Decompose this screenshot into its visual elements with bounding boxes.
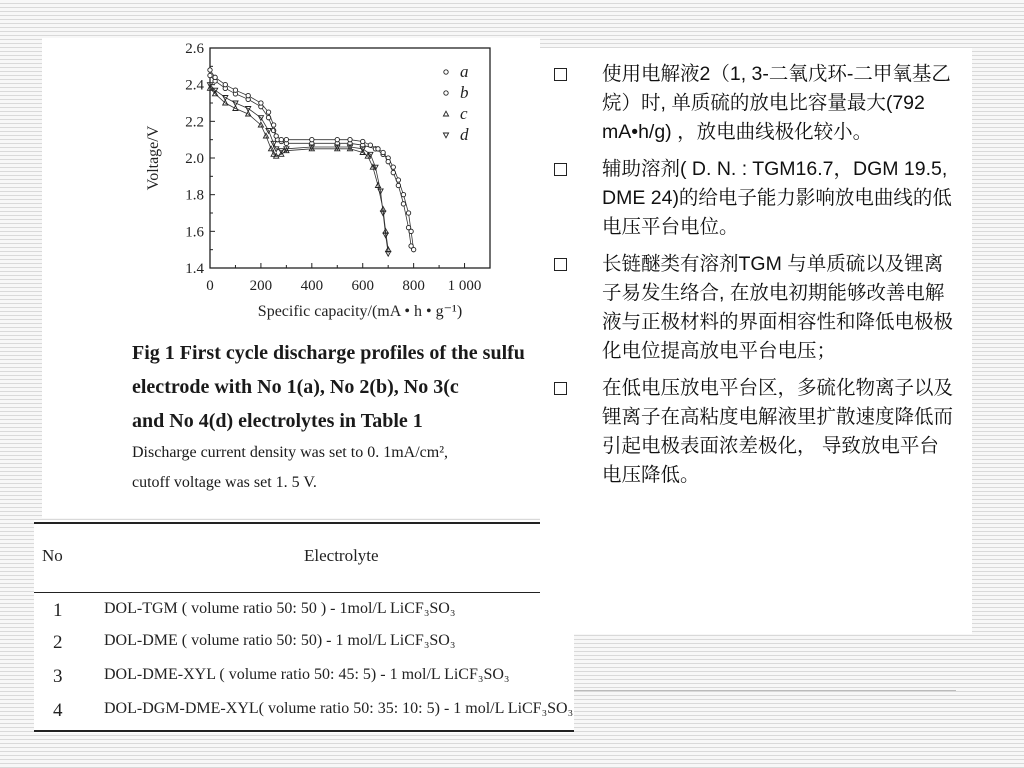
x-tick-label: 800	[402, 278, 425, 294]
data-point	[213, 75, 217, 79]
y-tick-label: 1.4	[185, 261, 204, 277]
table-header-electrolyte: Electrolyte	[304, 546, 379, 565]
legend-entry	[443, 104, 468, 123]
x-tick-label: 200	[249, 278, 273, 294]
legend-entry	[444, 62, 469, 81]
caption-line: electrode with No 1(a), No 2(b), No 3(c	[132, 376, 459, 398]
data-point	[335, 137, 339, 141]
row-number: 2	[53, 632, 63, 653]
series-line	[210, 88, 388, 249]
plot-frame	[210, 48, 490, 268]
data-point	[444, 91, 448, 95]
data-point	[381, 150, 385, 154]
table-top-rule	[34, 522, 574, 524]
data-point	[274, 134, 278, 138]
table-row	[34, 696, 574, 726]
series-d	[207, 83, 390, 256]
y-tick-label: 1.6	[185, 224, 204, 241]
y-axis-label: Voltage/V	[145, 125, 162, 191]
data-point	[223, 82, 227, 86]
bullet-text: 使用电解液2（1, 3-二氧戊环-二甲氧基乙烷）时, 单质硫的放电比容量最大(792 mA•h/g) ，放电曲线极化较小。	[602, 63, 951, 143]
caption-line: cutoff voltage was set 1. 5 V.	[132, 474, 317, 491]
data-point	[208, 73, 212, 77]
row-electrolyte: DOL-DME ( volume ratio 50: 50) - 1 mol/L LiCF₃SO₃	[104, 632, 456, 649]
x-tick-label: 0	[206, 278, 214, 294]
table-row	[34, 662, 574, 692]
series-line	[210, 76, 414, 250]
legend-label: a	[460, 62, 469, 81]
data-point	[391, 170, 395, 174]
table-header-rule	[34, 592, 574, 593]
bullet-box-icon	[554, 68, 567, 81]
legend-entry	[444, 83, 469, 102]
data-point	[376, 147, 380, 151]
discharge-chart	[42, 38, 540, 338]
bullet-text: 辅助溶剂( D. N. : TGM16.7，DGM 19.5, DME 24)的给电子能力影响放电曲线的低电压平台电位。	[602, 158, 952, 238]
bullet-box-icon	[554, 163, 567, 176]
data-point	[233, 88, 237, 92]
data-point	[443, 111, 448, 116]
data-point	[271, 123, 275, 127]
data-point	[396, 183, 400, 187]
data-point	[259, 101, 263, 105]
data-point	[208, 68, 212, 72]
data-point	[444, 70, 448, 74]
data-point	[409, 244, 413, 248]
x-tick-label: 1 000	[447, 278, 482, 294]
table-row	[34, 628, 574, 658]
data-point	[348, 137, 352, 141]
data-point	[368, 143, 372, 147]
y-tick-label: 2.4	[185, 77, 204, 94]
y-tick-label: 2.0	[185, 151, 204, 167]
bullet-box-icon	[554, 258, 567, 271]
bullet-list	[554, 60, 958, 498]
bullet-item	[554, 250, 958, 366]
legend-label: b	[460, 83, 469, 102]
data-point	[361, 139, 365, 143]
y-tick-label: 1.8	[185, 187, 204, 204]
caption-line: Fig 1 First cycle discharge profiles of the sulfu	[132, 342, 525, 364]
table-header-no: No	[42, 546, 63, 565]
data-point	[266, 110, 270, 114]
data-point	[401, 192, 405, 196]
data-point	[401, 202, 405, 206]
row-electrolyte: DOL-DME-XYL ( volume ratio 50: 45: 5) - 1 mol/L LiCF₃SO₃	[104, 666, 510, 683]
data-point	[406, 225, 410, 229]
caption-line: Discharge current density was set to 0. 1mA/cm²,	[132, 444, 448, 461]
data-point	[386, 159, 390, 163]
bullet-text: 长链醚类有溶剂TGM 与单质硫以及锂离子易发生络合, 在放电初期能够改善电解液与正极材料的界面相容性和降低电极极化电位提高放电平台电压；	[602, 253, 954, 362]
electrolyte-table	[34, 520, 574, 733]
legend-entry	[443, 125, 469, 144]
bullet-text: 在低电压放电平台区，多硫化物离子以及锂离子在高粘度电解液里扩散速度降低而引起电极表面浓差极化， 导致放电平台电压降低。	[602, 377, 954, 486]
bullet-item	[554, 155, 958, 242]
data-point	[284, 137, 288, 141]
divider-line	[574, 690, 956, 691]
series-c	[207, 86, 390, 252]
y-tick-label: 2.6	[185, 41, 204, 57]
data-point	[443, 133, 448, 138]
x-tick-label: 400	[300, 278, 324, 294]
legend-label: c	[460, 104, 468, 123]
bullet-box-icon	[554, 382, 567, 395]
row-number: 4	[53, 700, 63, 721]
caption-line: and No 4(d) electrolytes in Table 1	[132, 410, 423, 432]
x-tick-label: 600	[351, 278, 374, 294]
legend-label: d	[460, 125, 469, 144]
data-point	[246, 93, 250, 97]
data-point	[279, 137, 283, 141]
series-line	[210, 70, 411, 246]
figure-caption	[132, 336, 540, 498]
row-number: 1	[53, 600, 63, 621]
bullet-item	[554, 60, 958, 147]
row-number: 3	[53, 666, 63, 687]
figure-panel	[42, 38, 540, 518]
row-electrolyte: DOL-TGM ( volume ratio 50: 50 ) - 1mol/L LiCF₃SO₃	[104, 600, 456, 617]
row-electrolyte: DOL-DGM-DME-XYL( volume ratio 50: 35: 10: 5) - 1 mol/L LiCF₃SO₃	[104, 700, 574, 717]
series-line	[210, 85, 388, 254]
data-point	[406, 211, 410, 215]
table-bottom-rule	[34, 730, 574, 732]
x-axis-label: Specific capacity/(mA • h • g⁻¹)	[257, 303, 463, 320]
table-row	[34, 596, 574, 626]
y-tick-label: 2.2	[185, 114, 204, 131]
bullet-item	[554, 374, 958, 490]
data-point	[310, 137, 314, 141]
bullet-panel	[540, 48, 972, 634]
